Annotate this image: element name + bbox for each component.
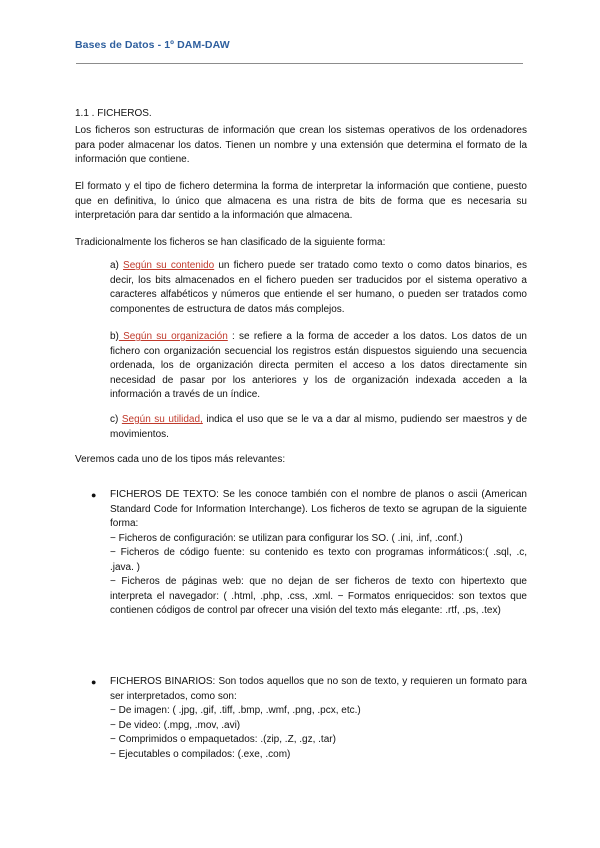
- classification-prefix: a): [110, 260, 124, 271]
- classification-link-organizacion[interactable]: Según su organización: [118, 331, 228, 342]
- classification-text: indica el uso que se le va a dar al mismo, pudiendo ser maestros y de movimientos.: [110, 414, 528, 440]
- header-title: Bases de Datos - 1º DAM-DAW: [75, 39, 230, 51]
- classification-link-contenido[interactable]: Según su contenido: [123, 260, 215, 271]
- type-item: − De imagen: ( .jpg, .gif, .tiff, .bmp, .wmf, .png, .pcx, etc.): [110, 705, 361, 716]
- bullet-icon: ●: [91, 677, 97, 687]
- type-text-files: [110, 488, 527, 619]
- header-divider: [76, 63, 523, 64]
- classification-link-utilidad[interactable]: Según su utilidad,: [121, 414, 203, 425]
- paragraph-classification-intro: Tradicionalmente los ficheros se han clasificado de la siguiente forma:: [75, 237, 386, 248]
- paragraph-intro: Los ficheros son estructuras de información que crean los sistemas operativos de los ordenadores para poder almacenar los datos. Tienen un nombre y una extensión que determina el formato de la información que contiene.: [75, 125, 527, 165]
- bullet-icon: ●: [91, 490, 97, 500]
- type-intro: FICHEROS BINARIOS: Son todos aquellos que no son de texto, y requieren un formato para ser interpretados, como son:: [110, 676, 527, 702]
- type-binary-files: [110, 675, 527, 762]
- classification-text: : se refiere a la forma de acceder a los datos. Los datos de un fichero con organización secuencial los registros están dispuestos siguiendo una secuencia ordenada, los de organización directa permiten el acceso a los datos directamente sin necesidad de pasar por los anteriores y los de organización indexada acceden a la información a través de un índice.: [110, 331, 527, 400]
- classification-prefix: c): [110, 414, 122, 425]
- classification-item-utility: [110, 413, 527, 442]
- paragraph-format: El formato y el tipo de fichero determina la forma de interpretar la información que contiene, puesto que en definitiva, lo único que almacena es una ristra de bits de forma que es necesaria su interpretación para dar sentido a la información que almacena.: [75, 181, 527, 221]
- type-item: − De video: (.mpg, .mov, .avi): [110, 719, 241, 731]
- classification-item-organization: [110, 330, 527, 403]
- classification-prefix: b): [110, 331, 119, 342]
- type-item: − Ficheros de código fuente: su contenido es texto con programas informáticos:( .sql, .c, .java. ): [110, 547, 527, 573]
- type-intro: FICHEROS DE TEXTO: Se les conoce también con el nombre de planos o ascii (American Standard Code for Information Interchange). Los ficheros de texto se agrupan de la siguiente forma:: [110, 489, 527, 529]
- classification-text: un fichero puede ser tratado como texto o como datos binarios, es decir, los bits almacenados en el fichero pueden ser traducidos por el sistema operativo a caracteres alfabéticos y números que entiende el ser humano, o pueden ser tratados como componentes de estructura de datos más complejos.: [110, 260, 527, 315]
- classification-item-content: [110, 259, 527, 317]
- type-item: − Ejecutables o compilados: (.exe, .com): [110, 748, 291, 760]
- types-intro: Veremos cada uno de los tipos más relevantes:: [75, 454, 286, 465]
- type-item: − Ficheros de páginas web: que no dejan de ser ficheros de texto con hipertexto que interpreta el navegador: ( .html, .php, .css, .xml. − Formatos enriquecidos: son textos que contienen códigos de control par ofrecer una visión del texto más elegante: .rtf, .ps, .tex): [110, 576, 527, 616]
- type-item: − Ficheros de configuración: se utilizan para configurar los SO. ( .ini, .inf, .conf.): [110, 532, 463, 544]
- section-title: 1.1 . FICHEROS.: [75, 108, 152, 119]
- type-item: − Comprimidos o empaquetados: .(zip, .Z, .gz, .tar): [110, 734, 336, 745]
